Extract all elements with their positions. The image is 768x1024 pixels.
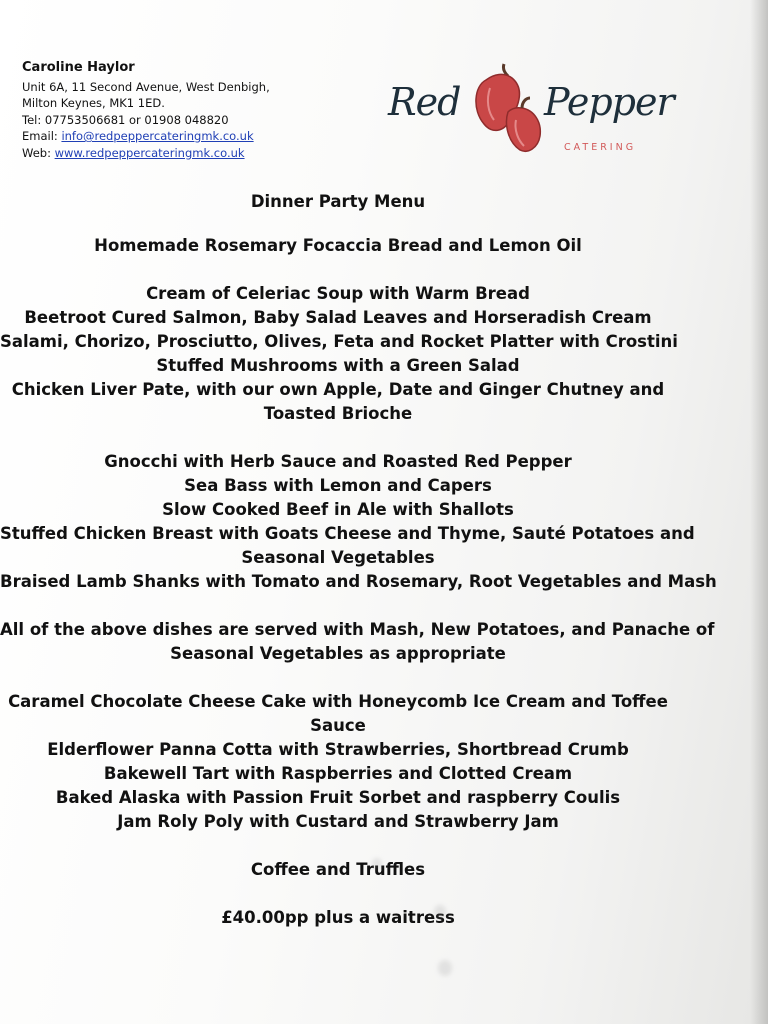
menu-item: Gnocchi with Herb Sauce and Roasted Red Pepper — [104, 452, 572, 471]
paper-edge-shadow — [750, 0, 768, 1024]
pepper-icon — [464, 58, 554, 158]
menu-item: Caramel Chocolate Cheese Cake with Honeycomb Ice Cream and Toffee — [8, 692, 668, 711]
menu-coffee: Coffee and Truffles — [250, 860, 426, 879]
contact-address-line2: Milton Keynes, MK1 1ED. — [22, 96, 165, 110]
contact-address-line1: Unit 6A, 11 Second Avenue, West Denbigh, — [22, 79, 270, 94]
menu-title: Dinner Party Menu — [250, 192, 426, 211]
starters-section — [0, 282, 676, 426]
menu-item: Cream of Celeriac Soup with Warm Bread — [146, 284, 530, 303]
contact-web-link[interactable]: www.redpeppercateringmk.co.uk — [54, 145, 245, 160]
red-pepper-logo — [388, 58, 674, 158]
menu-item: Toasted Brioche — [263, 404, 413, 423]
menu-bread: Homemade Rosemary Focaccia Bread and Lemon Oil — [94, 236, 582, 255]
mains-section — [0, 450, 717, 594]
logo-word-pepper: Pepper — [544, 80, 674, 124]
contact-block — [22, 60, 270, 161]
contact-web-row — [22, 145, 270, 162]
menu-item: Jam Roly Poly with Custard and Strawberry Jam — [117, 812, 559, 831]
menu-item: Stuffed Chicken Breast with Goats Cheese and Thyme, Sauté Potatoes and — [0, 524, 695, 543]
menu-body — [0, 190, 717, 930]
menu-item: Seasonal Vegetables — [241, 548, 435, 567]
contact-email-label: Email: — [22, 129, 62, 143]
contact-phone: Tel: 07753506681 or 01908 048820 — [22, 112, 229, 127]
note-line: All of the above dishes are served with Mash, New Potatoes, and Panache of — [0, 620, 715, 639]
paper-smudge — [438, 960, 452, 976]
menu-item: Salami, Chorizo, Prosciutto, Olives, Feta and Rocket Platter with Crostini — [0, 332, 678, 351]
menu-item: Stuffed Mushrooms with a Green Salad — [156, 356, 520, 375]
menu-item: Beetroot Cured Salmon, Baby Salad Leaves and Horseradish Cream — [24, 308, 652, 327]
paper-smudge — [372, 858, 382, 870]
menu-item: Braised Lamb Shanks with Tomato and Rosemary, Root Vegetables and Mash — [0, 572, 717, 591]
logo-tagline: CATERING — [564, 142, 637, 153]
menu-item: Chicken Liver Pate, with our own Apple, Date and Ginger Chutney and — [11, 380, 665, 399]
menu-price: £40.00pp plus a waitress — [221, 908, 455, 927]
menu-item: Sea Bass with Lemon and Capers — [184, 476, 492, 495]
contact-name: Caroline Haylor — [22, 60, 135, 75]
menu-item: Bakewell Tart with Raspberries and Clotted Cream — [103, 764, 573, 783]
desserts-section — [0, 690, 676, 834]
menu-item: Elderflower Panna Cotta with Strawberries, Shortbread Crumb — [47, 740, 629, 759]
menu-item: Baked Alaska with Passion Fruit Sorbet and raspberry Coulis — [55, 788, 621, 807]
menu-item: Sauce — [310, 716, 366, 735]
note-line: Seasonal Vegetables as appropriate — [170, 644, 506, 663]
contact-web-label: Web: — [22, 145, 55, 160]
paper-smudge — [434, 905, 446, 919]
menu-item: Slow Cooked Beef in Ale with Shallots — [162, 500, 514, 519]
contact-email-link[interactable]: info@redpeppercateringmk.co.uk — [61, 129, 254, 143]
serving-note — [0, 618, 715, 666]
contact-email-row — [22, 128, 270, 145]
logo-word-red: Red — [388, 80, 461, 124]
